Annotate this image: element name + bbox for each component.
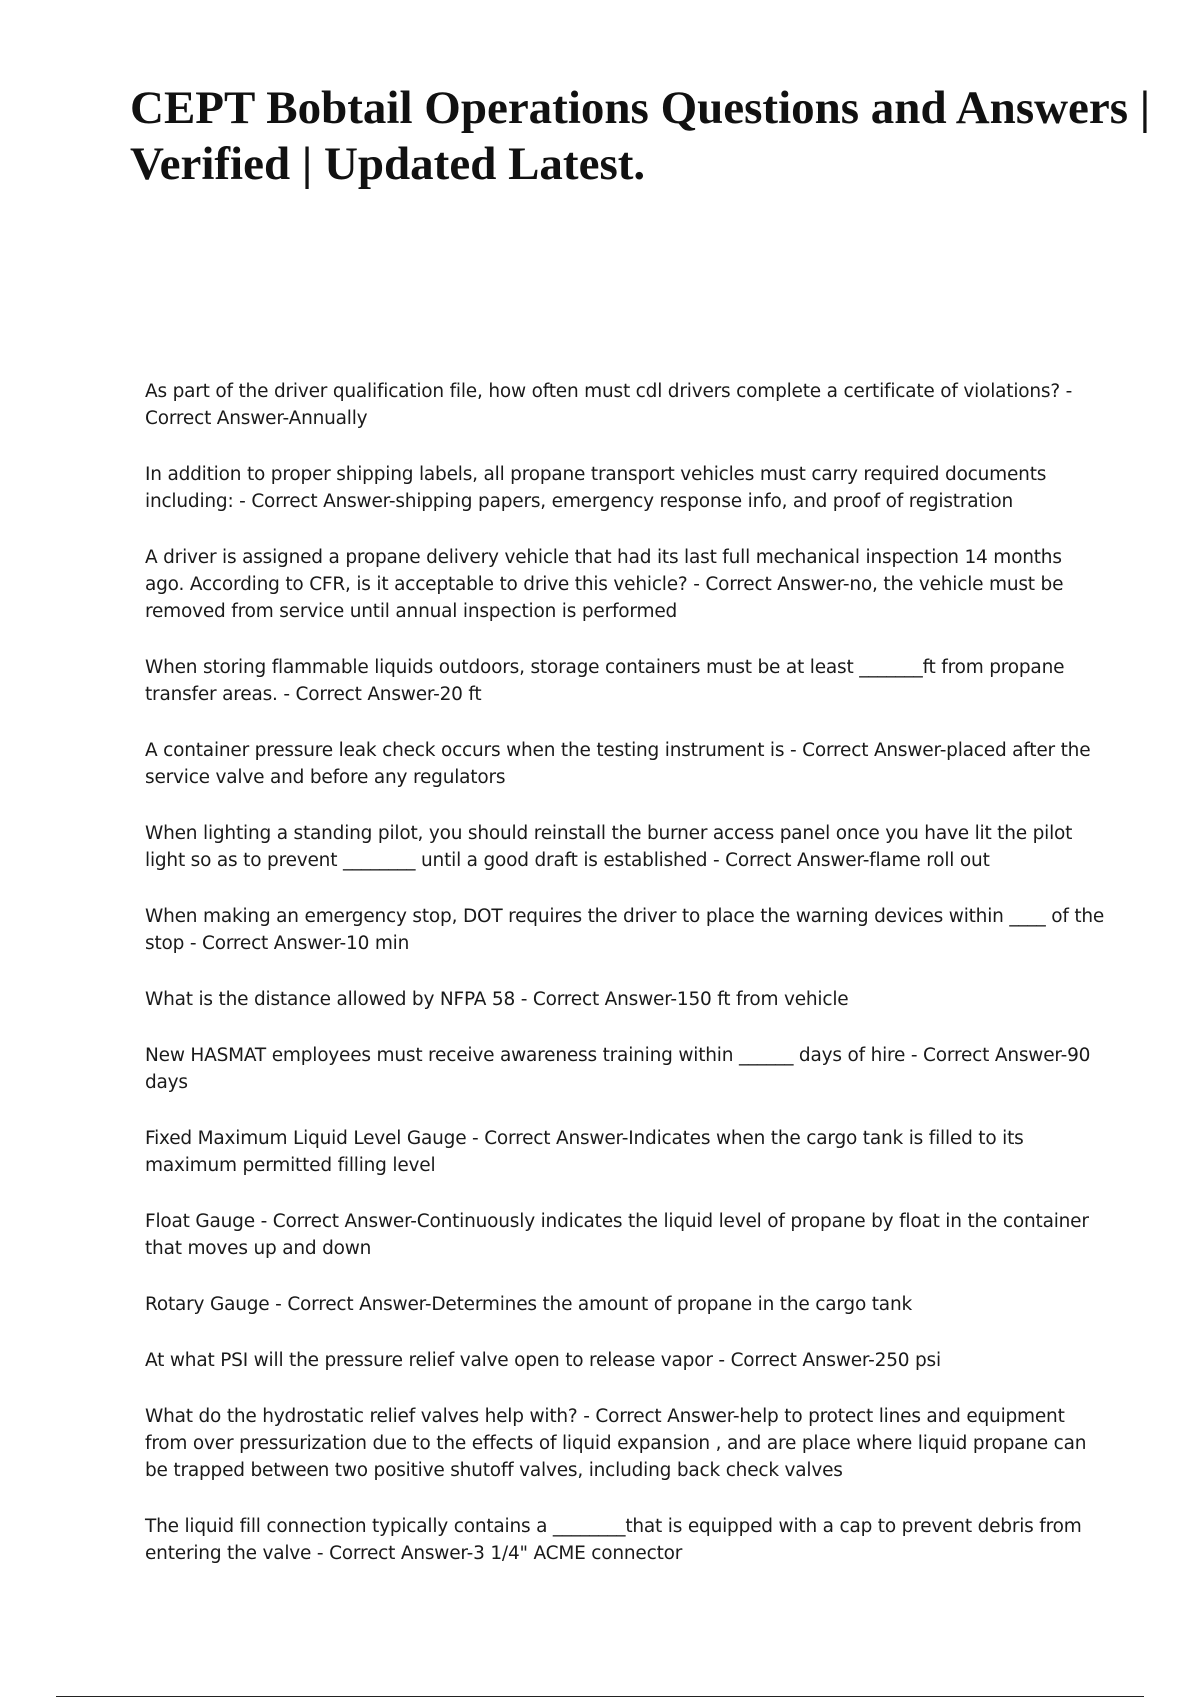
qa-item: What is the distance allowed by NFPA 58 - Correct Answer-150 ft from vehicle <box>145 989 849 1010</box>
qa-item: New HASMAT employees must receive awareness training within ______ days of hire - Correct Answer-90 days <box>145 1045 1091 1093</box>
qa-item: The liquid fill connection typically contains a ________that is equipped with a cap to prevent debris from entering the valve - Correct Answer-3 1/4" ACME connector <box>145 1516 1082 1564</box>
qa-item: A driver is assigned a propane delivery vehicle that had its last full mechanical inspection 14 months ago. According to CFR, is it acceptable to drive this vehicle? - Correct Answer-no, the vehicle must be removed from service until annual inspection is performed <box>145 547 1064 622</box>
qa-item: In addition to proper shipping labels, all propane transport vehicles must carry required documents including: - Correct Answer-shipping papers, emergency response info, and proof of registration <box>145 464 1047 512</box>
qa-list <box>145 378 1105 1596</box>
qa-item: As part of the driver qualification file, how often must cdl drivers complete a certificate of violations? - Correct Answer-Annually <box>145 381 1073 429</box>
qa-item: At what PSI will the pressure relief valve open to release vapor - Correct Answer-250 psi <box>145 1350 941 1371</box>
qa-item: Rotary Gauge - Correct Answer-Determines the amount of propane in the cargo tank <box>145 1294 912 1315</box>
qa-item: When making an emergency stop, DOT requires the driver to place the warning devices within ____ of the stop - Correct Answer-10 min <box>145 906 1105 954</box>
qa-item: What do the hydrostatic relief valves help with? - Correct Answer-help to protect lines and equipment from over pressurization due to the effects of liquid expansion , and are place where liquid propane can be trapped between two positive shutoff valves, including back check valves <box>145 1406 1087 1481</box>
footer-divider <box>56 1696 1144 1697</box>
qa-item: Fixed Maximum Liquid Level Gauge - Correct Answer-Indicates when the cargo tank is filled to its maximum permitted filling level <box>145 1128 1024 1176</box>
qa-item: When storing flammable liquids outdoors, storage containers must be at least _______ft from propane transfer areas. - Correct Answer-20 ft <box>145 657 1065 705</box>
document-title: CEPT Bobtail Operations Questions and Answers | Verified | Updated Latest. <box>130 82 1151 190</box>
qa-item: When lighting a standing pilot, you should reinstall the burner access panel once you have lit the pilot light so as to prevent ________ until a good draft is established - Correct Answer-flame roll out <box>145 823 1073 871</box>
qa-item: Float Gauge - Correct Answer-Continuously indicates the liquid level of propane by float in the container that moves up and down <box>145 1211 1089 1259</box>
qa-item: A container pressure leak check occurs when the testing instrument is - Correct Answer-placed after the service valve and before any regulators <box>145 740 1091 788</box>
